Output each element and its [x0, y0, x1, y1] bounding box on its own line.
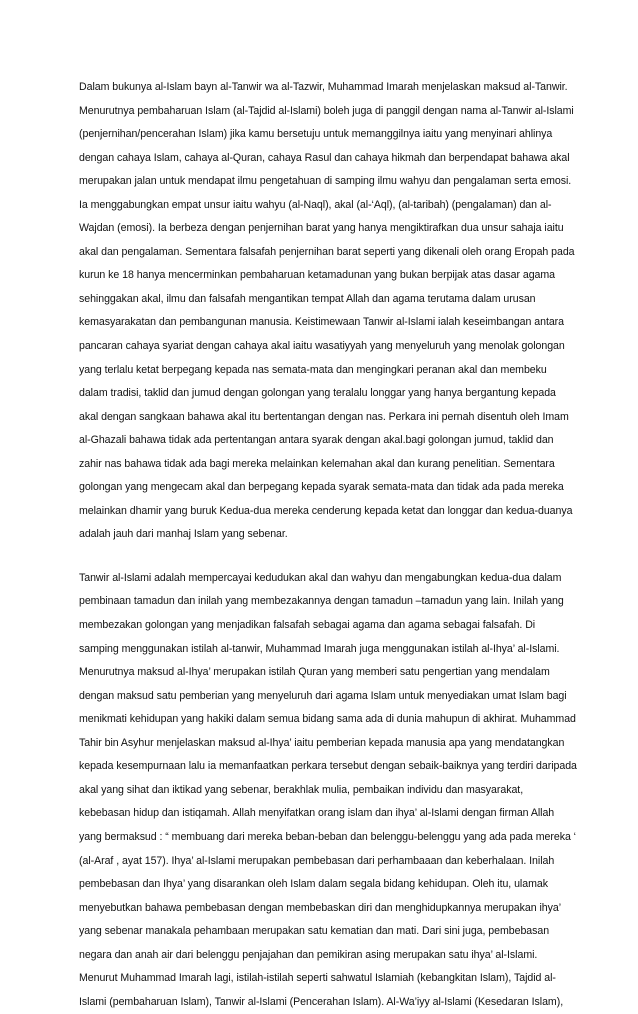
text-line: (al-Araf , ayat 157). Ihya’ al-Islami merupakan pembebasan dari perhambaaan dan keberhalaan. Inilah [79, 854, 555, 867]
text-line: dalam tradisi, taklid dan jumud dengan golongan yang teralalu longgar yang hanya bergantung kepada [79, 387, 556, 400]
document-page [79, 76, 577, 1014]
text-line: yang sebenar manakala pehambaan merupakan satu kematian dan mati. Dari sini juga, pembebasan [79, 925, 550, 938]
text-line: dengan maksud satu pemberian yang menyeluruh dari agama Islam untuk menyediakan umat Islam bagi [79, 689, 567, 702]
text-line: sehinggakan akal, ilmu dan falsafah mengantikan tempat Allah dan agama terutama dalam urusan [79, 292, 536, 305]
text-line: pancaran cahaya syariat dengan cahaya akal iaitu wasatiyyah yang menyeluruh yang menolak golongan [79, 340, 565, 353]
text-line: samping menggunakan istilah al-tanwir, Muhammad Imarah juga menggunakan istilah al-Ihya’ al-Islami. [79, 642, 560, 655]
text-line: Tanwir al-Islami adalah mempercayai kedudukan akal dan wahyu dan mengabungkan kedua-dua dalam [79, 571, 562, 584]
text-line: Menurutnya maksud al-Ihya’ merupakan istilah Quran yang memberi satu pengertian yang mendalam [79, 666, 550, 679]
text-line: akal dengan sangkaan bahawa akal itu bertentangan dengan nas. Perkara ini pernah disentuh oleh Imam [79, 410, 569, 423]
text-line: Menurut Muhammad Imarah lagi, istilah-istilah seperti sahwatul Islamiah (kebangkitan Islam), Tajdid al- [79, 972, 556, 985]
text-line: Menurutnya pembaharuan Islam (al-Tajdid al-Islami) boleh juga di panggil dengan nama al-Tanwir al-Islami [79, 104, 574, 117]
text-line: Wajdan (emosi). Ia berbeza dengan penjernihan barat yang hanya mengiktirafkan dua unsur sahaja iaitu [79, 222, 564, 235]
paragraph-gap [79, 547, 562, 567]
text-line: menyebutkan bahawa pembebasan dengan membebaskan diri dan menghidupkannya merupakan ihya’ [79, 901, 562, 914]
text-line: golongan yang mengecam akal dan berpegang kepada syarak semata-mata dan tidak ada pada mereka [79, 481, 564, 494]
text-line: kebebasan hidup dan istiqamah. Allah menyifatkan orang islam dan ihya’ al-Islami dengan firman Allah [79, 807, 555, 820]
text-line: akal yang sihat dan iktikad yang sebenar, berakhlak mulia, pembaikan individu dan masyarakat, [79, 783, 524, 796]
text-line: al-Ghazali bahawa tidak ada pertentangan antara syarak dengan akal.bagi golongan jumud, taklid dan [79, 434, 554, 447]
text-line: kepada kesempurnaan lalu ia memanfaatkan perkara tersebut dengan sebaik-baiknya yang terdiri daripada [79, 760, 577, 773]
paragraph-2 [79, 567, 577, 1014]
text-line: akal dan pengalaman. Sementara falsafah penjernihan barat seperti yang dikenali oleh orang Eropah pada [79, 245, 575, 258]
text-line: Ia menggabungkan empat unsur iaitu wahyu (al-Naql), akal (al-‘Aql), (al-taribah) (pengalaman) dan al- [79, 198, 552, 211]
text-line: kemasyarakatan dan pembangunan manusia. Keistimewaan Tanwir al-Islami ialah keseimbangan antara [79, 316, 564, 329]
text-line: Islami (pembaharuan Islam), Tanwir al-Islami (Pencerahan Islam). Al-Wa’iyy al-Islami (Kesedaran Islam), [79, 995, 564, 1008]
text-line: Dalam bukunya al-Islam bayn al-Tanwir wa al-Tazwir, Muhammad Imarah menjelaskan maksud al-Tanwir. [79, 81, 568, 93]
text-line: (penjernihan/pencerahan Islam) jika kamu bersetuju untuk memanggilnya iaitu yang menyinari ahlinya [79, 128, 553, 141]
text-line: merupakan jalan untuk mendapat ilmu pengetahuan di samping ilmu wahyu dan pengalaman serta emosi. [79, 175, 572, 188]
text-line: Tahir bin Asyhur menjelaskan maksud al-Ihya’ iaitu pemberian kepada manusia apa yang mendatangkan [79, 736, 565, 749]
text-line: membezakan golongan yang menjadikan falsafah sebagai agama dan agama sebagai falsafah. Di [79, 619, 536, 632]
paragraph-1 [79, 76, 575, 547]
text-line: zahir nas bahawa tidak ada bagi mereka melainkan kelemahan akal dan kurang penelitian. Sementara [79, 457, 555, 470]
text-line: melainkan dhamir yang buruk Kedua-dua mereka cenderung kepada ketat dan longgar dan kedua-duanya [79, 504, 573, 517]
text-line: menikmati kehidupan yang hakiki dalam semua bidang sama ada di dunia mahupun di akhirat. Muhammad [79, 713, 576, 726]
text-line: dengan cahaya Islam, cahaya al-Quran, cahaya Rasul dan cahaya hikmah dan berpendapat bahawa akal [79, 151, 570, 164]
text-line: yang terlalu ketat berpegang kepada nas semata-mata dan mengingkari peranan akal dan membeku [79, 363, 547, 376]
text-line: yang bermaksud : “ membuang dari mereka beban-beban dan belenggu-belenggu yang ada pada mereka ‘ [79, 830, 576, 843]
text-line: kurun ke 18 hanya mencerminkan pembaharuan ketamadunan yang bukan berpijak atas dasar agama [79, 269, 556, 282]
text-line: pembebasan dan Ihya’ yang disarankan oleh Islam dalam segala bidang kehidupan. Oleh itu, ulamak [79, 878, 548, 891]
text-line: negara dan anah air dari belenggu penjajahan dan pemikiran asing merupakan satu ihya’ al-Islami. [79, 948, 538, 961]
text-line: adalah jauh dari manhaj Islam yang sebenar. [79, 528, 288, 541]
text-line: pembinaan tamadun dan inilah yang membezakannya dengan tamadun –tamadun yang lain. Inilah yang [79, 595, 564, 608]
